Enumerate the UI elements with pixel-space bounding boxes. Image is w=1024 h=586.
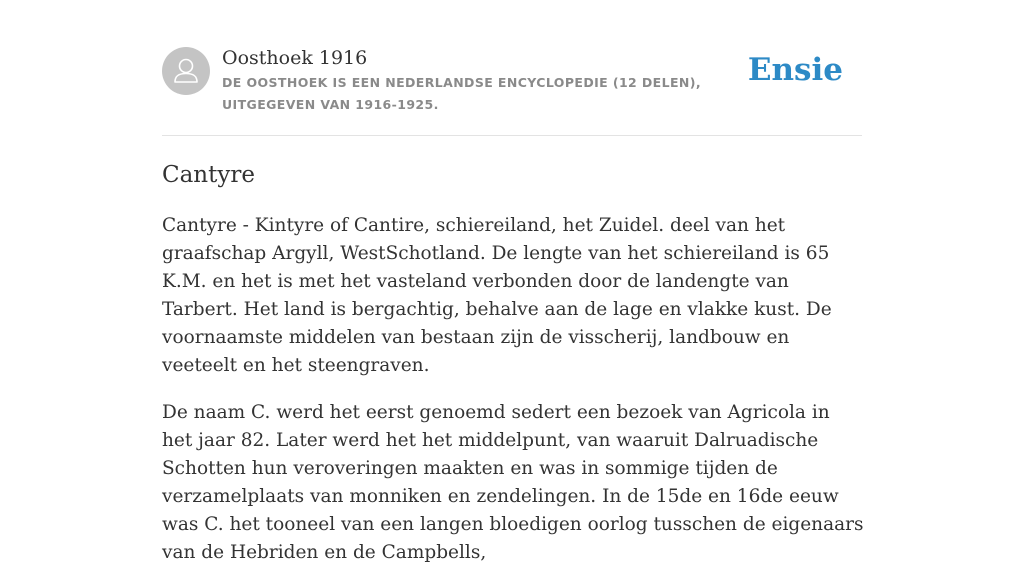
- source-name[interactable]: Oosthoek 1916: [222, 47, 368, 69]
- header-divider: [162, 135, 862, 136]
- article-paragraph: De naam C. werd het eerst genoemd sedert een bezoek van Agricola in het jaar 82. Later werd het het middelpunt, van waaruit Dalruadische Schotten hun veroveringen maakten en was in sommige tijden de verzamelplaats van monniken en zendelingen. In de 15de en 16de eeuw was C. het tooneel van een langen bloedigen oorlog tusschen de eigenaars van de Hebriden en de Campbells,: [162, 402, 864, 563]
- article-paragraph: Cantyre - Kintyre of Cantire, schiereiland, het Zuidel. deel van het graafschap Argyll, WestSchotland. De lengte van het schiereiland is 65 K.M. en het is met het vasteland verbonden door de landengte van Tarbert. Het land is bergachtig, behalve aan de lage en vlakke kust. De voornaamste middelen van bestaan zijn de visscherij, landbouw en veeteelt en het steengraven.: [162, 215, 832, 376]
- source-description: DE OOSTHOEK IS EEN NEDERLANDSE ENCYCLOPEDIE (12 DELEN), UITGEGEVEN VAN 1916-1925.: [222, 75, 702, 112]
- article-title: Cantyre: [162, 162, 255, 188]
- source-header: [162, 46, 862, 116]
- ensie-logo[interactable]: Ensie: [747, 52, 843, 88]
- article-body: [162, 212, 864, 586]
- user-avatar-icon[interactable]: [162, 47, 210, 95]
